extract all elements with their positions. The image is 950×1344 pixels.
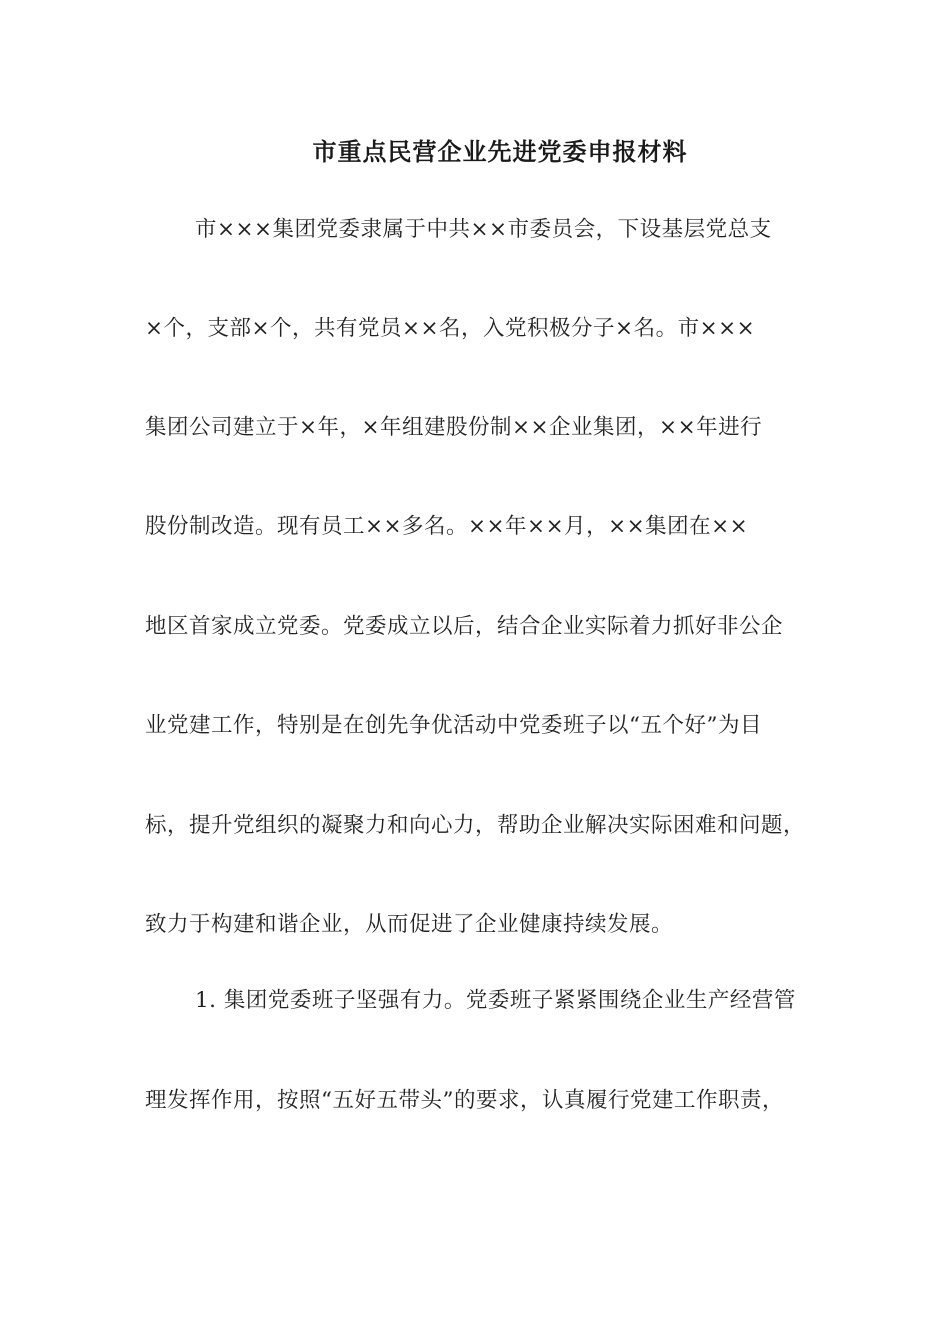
paragraph-1-line-4: 股份制改造。现有员工××多名。××年××月，××集团在×× <box>145 514 749 539</box>
paragraph-1-line-5: 地区首家成立党委。党委成立以后，结合企业实际着力抓好非公企 <box>145 614 784 639</box>
paragraph-1-line-6: 业党建工作，特别是在创先争优活动中党委班子以“五个好”为目 <box>145 713 762 738</box>
paragraph-1-line-8: 致力于构建和谐企业，从而促进了企业健康持续发展。 <box>145 912 674 937</box>
paragraph-1-line-1: 市×××集团党委隶属于中共××市委员会，下设基层党总支 <box>195 217 772 242</box>
paragraph-1-line-3: 集团公司建立于×年，×年组建股份制××企业集团，××年进行 <box>145 415 763 440</box>
paragraph-2-line-1: 1. 集团党委班子坚强有力。党委班子紧紧围绕企业生产经营管 <box>195 988 796 1013</box>
paragraph-1-line-2: ×个，支部×个，共有党员××名，入党积极分子×名。市××× <box>145 316 756 341</box>
document-title: 市重点民营企业先进党委申报材料 <box>312 137 688 166</box>
paragraph-1-line-7: 标，提升党组织的凝聚力和向心力，帮助企业解决实际困难和问题， <box>145 813 806 838</box>
paragraph-2-line-2: 理发挥作用，按照“五好五带头”的要求，认真履行党建工作职责， <box>145 1088 784 1113</box>
